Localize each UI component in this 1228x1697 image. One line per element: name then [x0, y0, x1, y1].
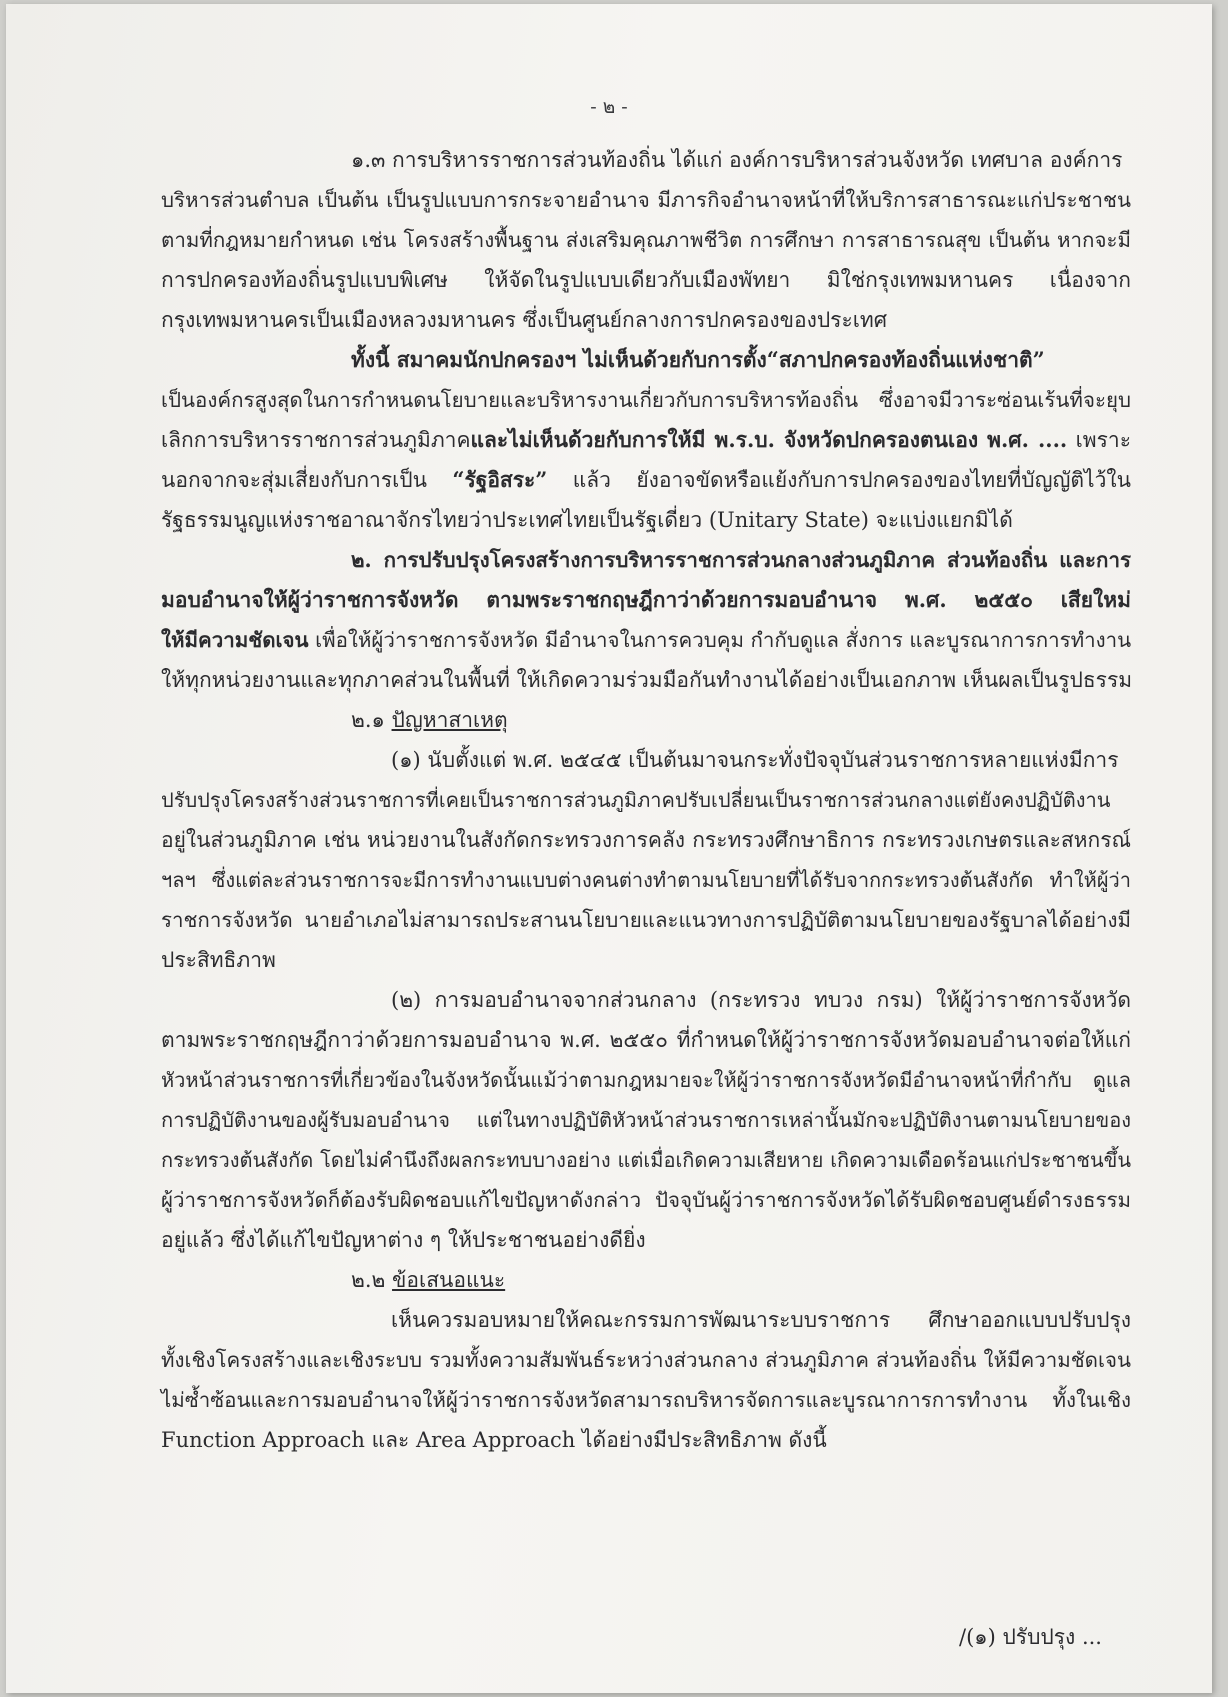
section-2-2-number: ๒.๒: [351, 1268, 393, 1292]
problem-2-line-5: กระทรวงต้นสังกัด โดยไม่คำนึงถึงผลกระทบบางอย่าง แต่เมื่อเกิดความเสียหาย เกิดความเดือดร้อนแก่ประชาชนขึ้น: [161, 1148, 1131, 1172]
section-2-1-number: ๒.๑: [351, 708, 392, 732]
opinion-line-4: [161, 468, 1131, 492]
section-2-line-4: ให้ทุกหน่วยงานและทุกภาคส่วนในพื้นที่ ให้เกิดความร่วมมือกันทำงานได้อย่างเป็นเอกภาพ เห็นผลเป็นรูปธรรม: [161, 668, 1133, 692]
recommendation-line-1: เห็นควรมอบหมายให้คณะกรรมการพัฒนาระบบราชการ ศึกษาออกแบบปรับปรุง: [391, 1308, 1131, 1332]
problem-1-line-5: ราชการจังหวัด นายอำเภอไม่สามารถประสานนโยบายและแนวทางการปฏิบัติตามนโยบายของรัฐบาลได้อย่างมี: [161, 908, 1131, 932]
section-2-line-3-part-b: เพื่อให้ผู้ว่าราชการจังหวัด มีอำนาจในการควบคุม กำกับดูแล สั่งการ และบูรณาการการทำงาน: [308, 628, 1132, 652]
section-2-line-1: ๒. การปรับปรุงโครงสร้างการบริหารราชการส่วนกลางส่วนภูมิภาค ส่วนท้องถิ่น และการ: [351, 548, 1131, 572]
problem-2-line-4: การปฏิบัติงานของผู้รับมอบอำนาจ แต่ในทางปฏิบัติหัวหน้าส่วนราชการเหล่านั้นมักจะปฏิบัติงานตามนโยบายของ: [161, 1108, 1131, 1132]
opinion-line-4-part-b: “รัฐอิสระ”: [452, 467, 548, 492]
problem-2-line-7: อยู่แล้ว ซึ่งได้แก้ไขปัญหาต่าง ๆ ให้ประชาชนอย่างดียิ่ง: [161, 1228, 646, 1252]
problem-1-line-3: อยู่ในส่วนภูมิภาค เช่น หน่วยงานในสังกัดกระทรวงการคลัง กระทรวงศึกษาธิการ กระทรวงเกษตรและสหกรณ์: [161, 828, 1131, 852]
opinion-line-4-part-a: นอกจากจะสุ่มเสี่ยงกับการเป็น: [161, 468, 453, 492]
problem-2-line-6: ผู้ว่าราชการจังหวัดก็ต้องรับผิดชอบแก้ไขปัญหาดังกล่าว ปัจจุบันผู้ว่าราชการจังหวัดได้รับผิดชอบศูนย์ดำรงธรรม: [161, 1188, 1131, 1212]
recommendation-line-3: ไม่ซ้ำซ้อนและการมอบอำนาจให้ผู้ว่าราชการจังหวัดสามารถบริหารจัดการและบูรณาการการทำงาน ทั้งในเชิง: [161, 1388, 1131, 1412]
opinion-line-1: ทั้งนี้ สมาคมนักปกครองฯ ไม่เห็นด้วยกับการตั้ง“สภาปกครองท้องถิ่นแห่งชาติ”: [351, 347, 1045, 372]
section-2-line-3-part-a: ให้มีความชัดเจน: [161, 628, 309, 652]
opinion-line-5: รัฐธรรมนูญแห่งราชอาณาจักรไทยว่าประเทศไทยเป็นรัฐเดี่ยว (Unitary State) จะแบ่งแยกมิได้: [161, 508, 1013, 532]
opinion-line-3-part-a: เลิกการบริหารราชการส่วนภูมิภาค: [161, 428, 471, 452]
section-1-3-line-1: ๑.๓ การบริหารราชการส่วนท้องถิ่น ได้แก่ องค์การบริหารส่วนจังหวัด เทศบาล องค์การ: [351, 148, 1123, 172]
section-1-3-line-5: กรุงเทพมหานครเป็นเมืองหลวงมหานคร ซึ่งเป็นศูนย์กลางการปกครองของประเทศ: [161, 308, 888, 332]
page-number: - ๒ -: [590, 96, 628, 118]
section-1-3-line-4: การปกครองท้องถิ่นรูปแบบพิเศษ ให้จัดในรูปแบบเดียวกับเมืองพัทยา มิใช่กรุงเทพมหานคร เนื่องจาก: [161, 268, 1131, 292]
section-2-line-2: มอบอำนาจให้ผู้ว่าราชการจังหวัด ตามพระราชกฤษฎีกาว่าด้วยการมอบอำนาจ พ.ศ. ๒๕๕๐ เสียใหม่: [161, 587, 1131, 612]
problem-2-line-2: ตามพระราชกฤษฎีกาว่าด้วยการมอบอำนาจ พ.ศ. ๒๕๕๐ ที่กำหนดให้ผู้ว่าราชการจังหวัดมอบอำนาจต่อให้แก่: [161, 1028, 1131, 1052]
document-page: [6, 4, 1212, 1693]
opinion-line-2: เป็นองค์กรสูงสุดในการกำหนดนโยบายและบริหารงานเกี่ยวกับการบริหารท้องถิ่น ซึ่งอาจมีวาระซ่อนเร้นที่จะยุบ: [161, 388, 1131, 412]
problem-2-line-1: (๒) การมอบอำนาจจากส่วนกลาง (กระทรวง ทบวง กรม) ให้ผู้ว่าราชการจังหวัด: [391, 988, 1131, 1012]
problem-1-line-4: ฯลฯ ซึ่งแต่ละส่วนราชการจะมีการทำงานแบบต่างคนต่างทำตามนโยบายที่ได้รับจากกระทรวงต้นสังกัด ทำให้ผู้ว่า: [161, 868, 1131, 892]
opinion-line-3-part-b: และไม่เห็นด้วยกับการให้มี พ.ร.บ. จังหวัดปกครองตนเอง พ.ศ. ....: [470, 427, 1068, 452]
recommendation-line-2: ทั้งเชิงโครงสร้างและเชิงระบบ รวมทั้งความสัมพันธ์ระหว่างส่วนกลาง ส่วนภูมิภาค ส่วนท้องถิ่น ให้มีความชัดเจน: [161, 1348, 1131, 1372]
section-1-3-line-3: ตามที่กฎหมายกำหนด เช่น โครงสร้างพื้นฐาน ส่งเสริมคุณภาพชีวิต การศึกษา การสาธารณสุข เป็นต้น หากจะมี: [161, 228, 1131, 252]
problem-1-line-6: ประสิทธิภาพ: [161, 948, 276, 972]
problem-1-line-1: (๑) นับตั้งแต่ พ.ศ. ๒๕๔๕ เป็นต้นมาจนกระทั่งปัจจุบันส่วนราชการหลายแห่งมีการ: [391, 748, 1119, 772]
section-2-1-heading: [351, 708, 951, 732]
continuation-marker: /(๑) ปรับปรุง ...: [959, 1625, 1102, 1649]
recommendation-line-4: Function Approach และ Area Approach ได้อย่างมีประสิทธิภาพ ดังนี้: [161, 1428, 827, 1452]
section-2-line-3: [161, 628, 1131, 652]
section-2-2-heading: [351, 1268, 951, 1292]
section-1-3-line-2: บริหารส่วนตำบล เป็นต้น เป็นรูปแบบการกระจายอำนาจ มีภารกิจอำนาจหน้าที่ให้บริการสาธารณะแก่ประชาชน: [161, 188, 1131, 212]
opinion-line-3: [161, 428, 1131, 452]
opinion-line-4-part-c: แล้ว ยังอาจขัดหรือแย้งกับการปกครองของไทยที่บัญญัติไว้ใน: [547, 468, 1131, 492]
problem-2-line-3: หัวหน้าส่วนราชการที่เกี่ยวข้องในจังหวัดนั้นแม้ว่าตามกฎหมายจะให้ผู้ว่าราชการจังหวัดมีอำนาจหน้าที่กำกับ ดูแล: [161, 1068, 1131, 1092]
section-2-1-title: ปัญหาสาเหตุ: [391, 708, 508, 732]
opinion-line-3-part-c: เพราะ: [1067, 428, 1132, 452]
section-2-2-title: ข้อเสนอแนะ: [392, 1268, 506, 1292]
problem-1-line-2: ปรับปรุงโครงสร้างส่วนราชการที่เคยเป็นราชการส่วนภูมิภาคปรับเปลี่ยนเป็นราชการส่วนกลางแต่ยังคงปฏิบัติงาน: [161, 788, 1111, 812]
